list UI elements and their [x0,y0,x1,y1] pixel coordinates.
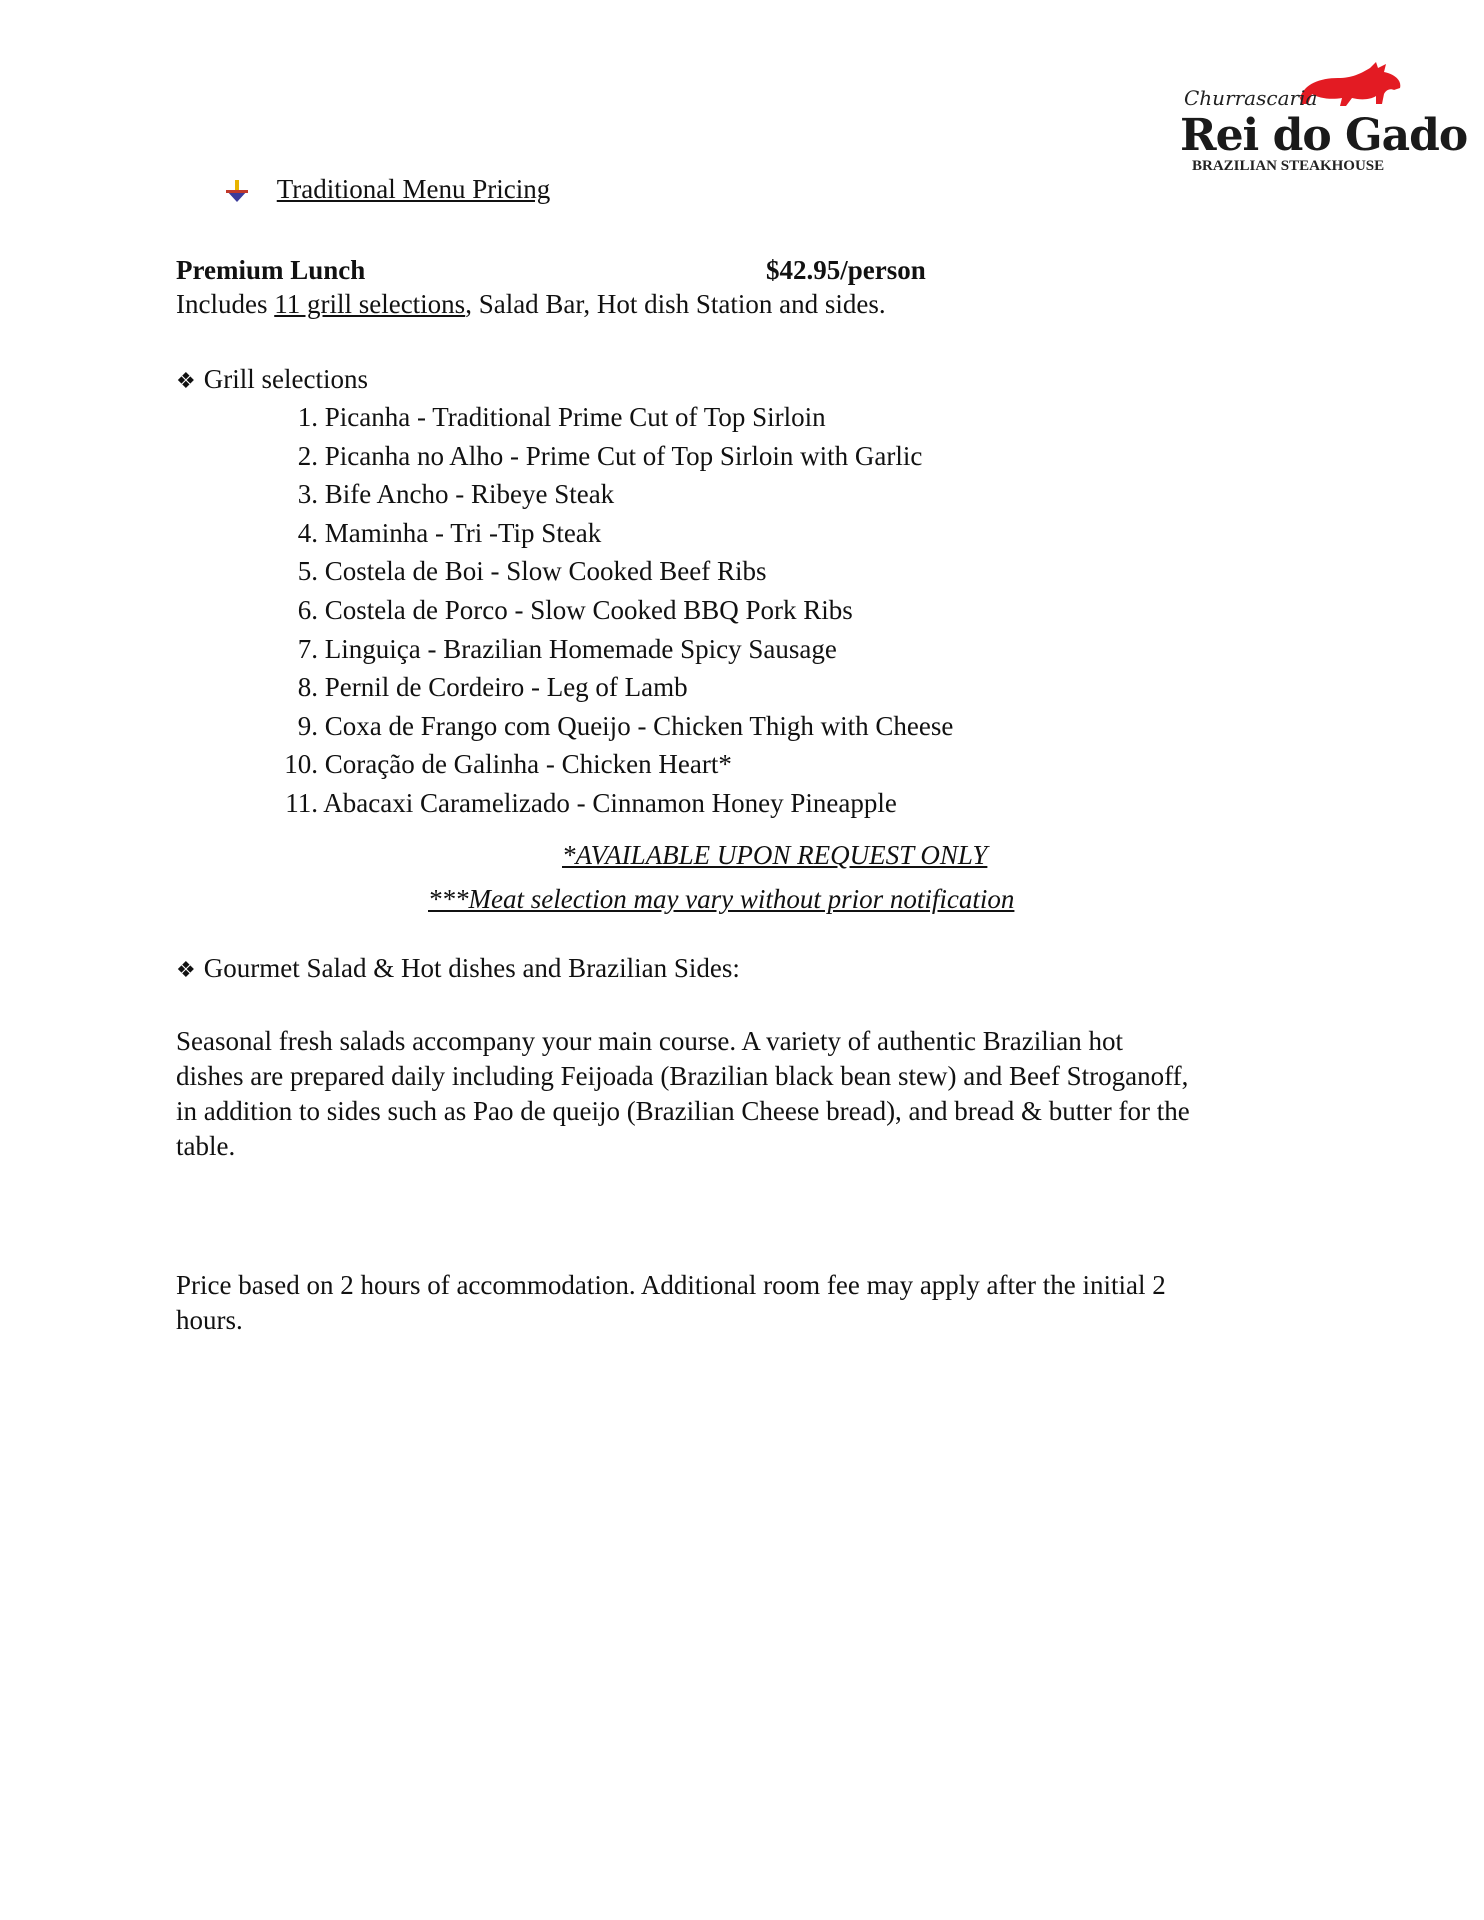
item-number: 2. [297,440,318,471]
grill-selections-link: 11 grill selections [274,289,466,319]
item-number: 10. [284,749,318,780]
list-item [250,668,953,707]
package-name: Premium Lunch [176,255,366,285]
diamond-bullet-icon: ❖ [176,958,196,983]
request-only-note: *AVAILABLE UPON REQUEST ONLY [562,840,988,870]
footer-note: Price based on 2 hours of accommodation. Additional room fee may apply after the initial 2 hours. [176,1270,1166,1335]
list-item [250,630,953,669]
gourmet-heading [176,953,740,984]
item-number: 7. [297,633,318,664]
list-item [250,745,953,784]
arrow-bullet-icon [226,180,248,204]
item-number: 9. [297,710,318,741]
grill-heading [176,364,368,395]
item-text: Costela de Porco - Slow Cooked BBQ Pork Ribs [324,594,853,625]
grill-heading-text: Grill selections [203,364,368,394]
gourmet-description: Seasonal fresh salads accompany your main course. A variety of authentic Brazilian hot dishes are prepared daily including Feijoada (Brazilian black bean stew) and Beef Stroganoff, in addition to sides such as Pao de queijo (Brazilian Cheese bread), and bread & butter for the table. [176,1026,1190,1161]
diamond-bullet-icon: ❖ [176,369,196,394]
item-number: 6. [297,594,318,625]
section-heading-text: Traditional Menu Pricing [276,174,551,204]
package-price: $42.95/person [766,255,926,285]
selection-vary-note: ***Meat selection may vary without prior notification [428,884,1015,914]
item-text: Abacaxi Caramelizado - Cinnamon Honey Pineapple [323,787,897,818]
includes-prefix: Includes [176,289,275,319]
item-text: Picanha - Traditional Prime Cut of Top Sirloin [324,402,826,432]
list-item [250,514,953,553]
list-item [250,784,953,823]
item-number: 1. [297,402,318,432]
includes-suffix: , Salad Bar, Hot dish Station and sides. [465,289,886,319]
item-text: Picanha no Alho - Prime Cut of Top Sirloin with Garlic [324,440,923,471]
gourmet-heading-text: Gourmet Salad & Hot dishes and Brazilian Sides: [203,953,740,983]
item-number: 4. [297,517,318,548]
section-heading [226,174,550,205]
item-number: 5. [297,556,318,587]
list-item [250,437,953,476]
list-item [250,591,953,630]
list-item [250,475,953,514]
item-number: 3. [297,479,318,510]
item-text: Maminha - Tri -Tip Steak [324,517,602,548]
item-number: 11. [285,787,318,818]
item-text: Costela de Boi - Slow Cooked Beef Ribs [324,556,767,587]
item-text: Bife Ancho - Ribeye Steak [324,479,615,510]
package-includes [176,289,886,320]
restaurant-logo [1180,58,1468,178]
grill-list [250,398,953,823]
item-text: Coração de Galinha - Chicken Heart* [324,749,732,780]
item-text: Linguiça - Brazilian Homemade Spicy Sausage [324,633,837,664]
logo-script-text: Churrascaria [1184,86,1318,110]
list-item [250,707,953,746]
item-text: Pernil de Cordeiro - Leg of Lamb [324,672,688,703]
logo-subtitle: BRAZILIAN STEAKHOUSE [1192,158,1385,174]
list-item [250,552,953,591]
logo-name: Rei do Gado [1180,110,1468,161]
item-text: Coxa de Frango com Queijo - Chicken Thigh with Cheese [324,710,954,741]
item-number: 8. [297,672,318,703]
list-item [250,398,953,437]
